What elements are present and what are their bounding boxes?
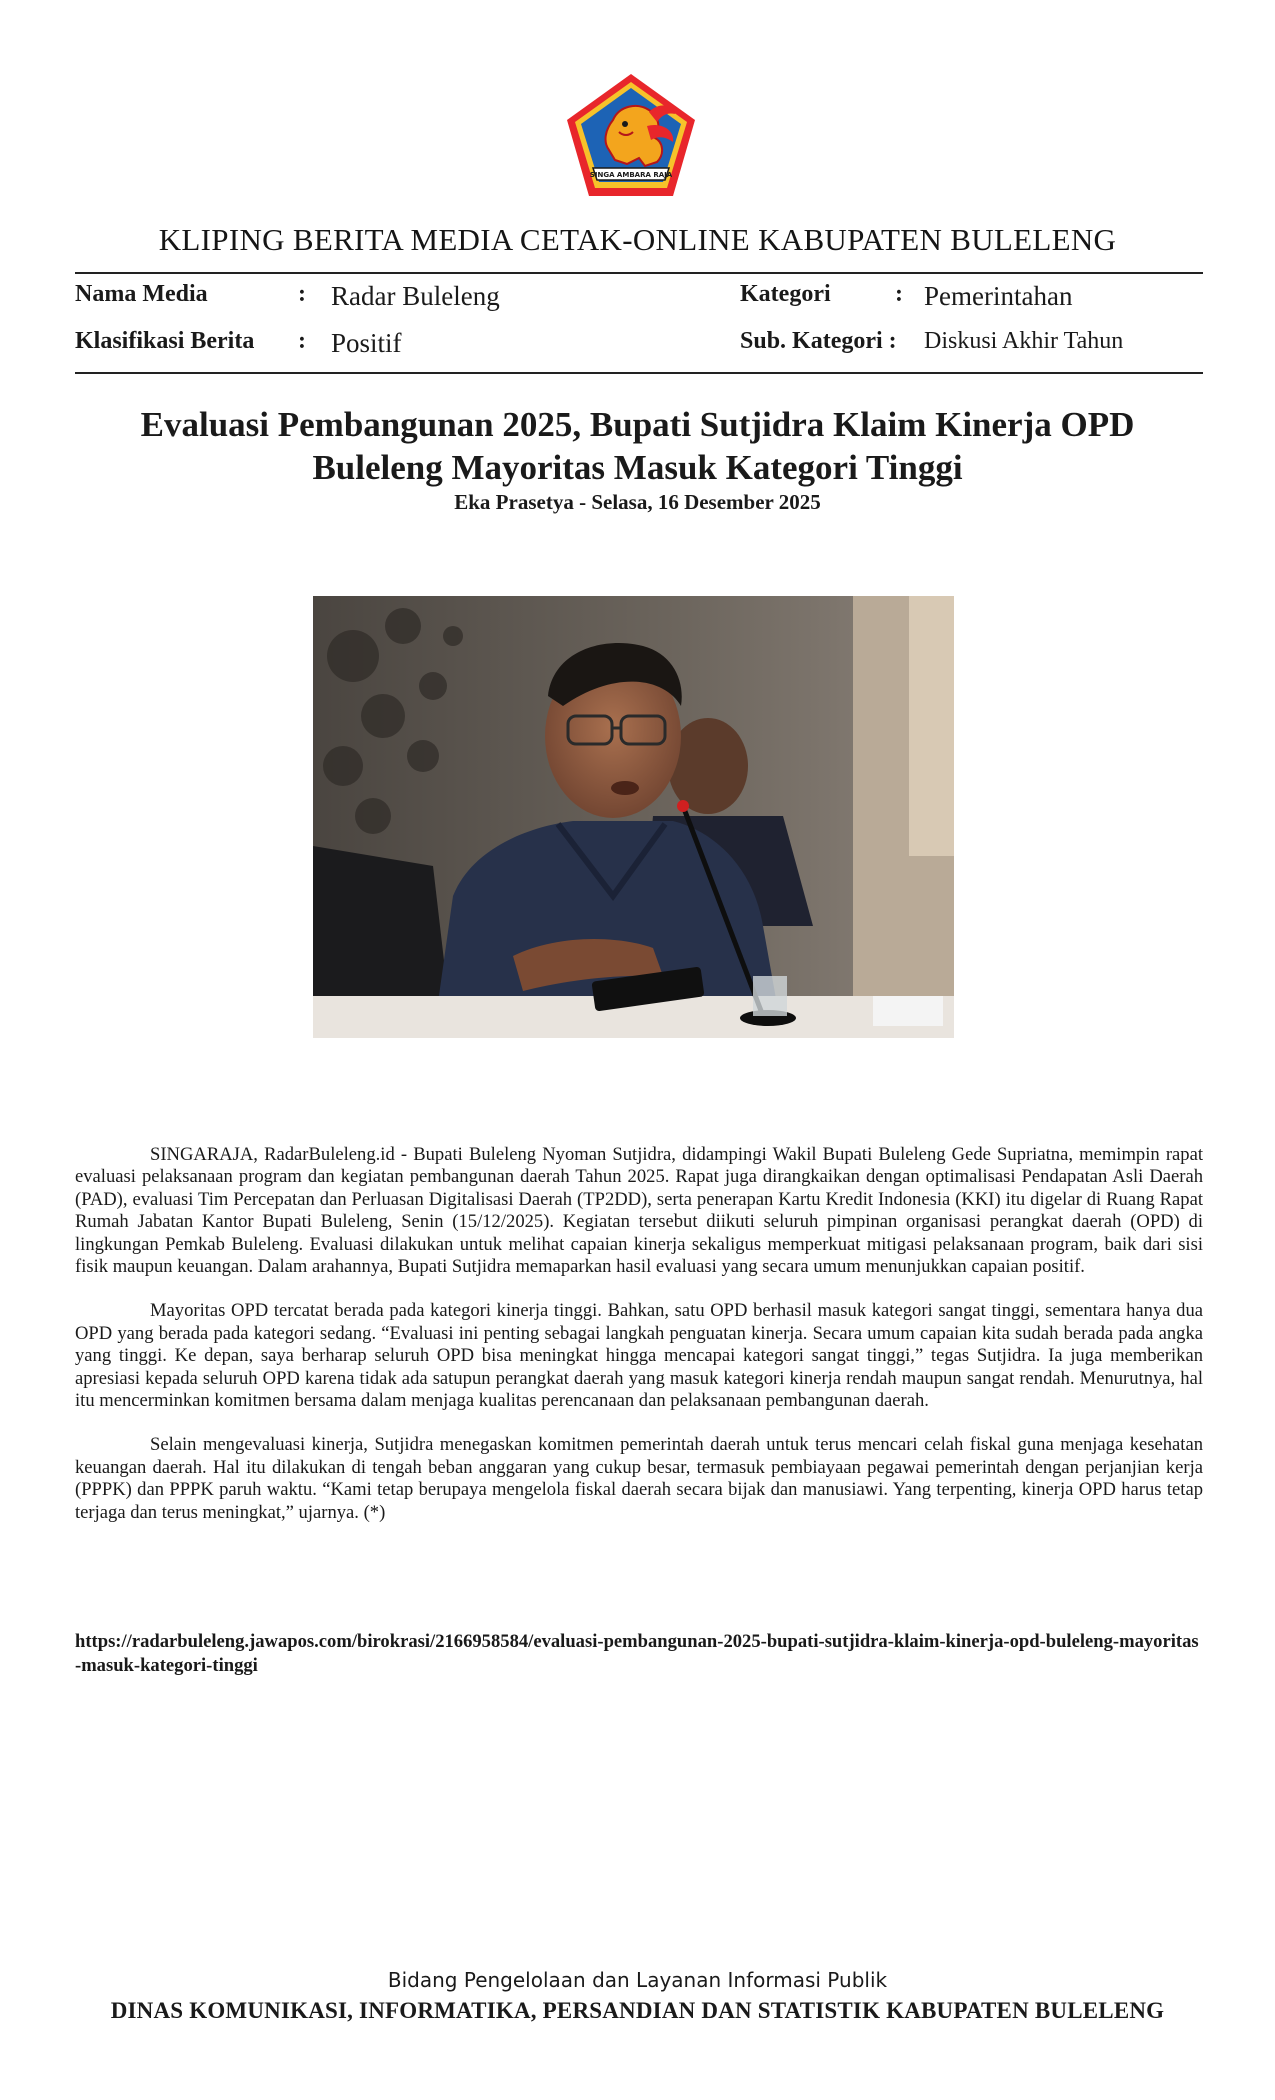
source-url-link[interactable]: https://radarbuleleng.jawapos.com/birokrasi/2166958584/evaluasi-pembangunan-2025-bupati-sutjidra-klaim-kinerja-opd-buleleng-mayoritas-masuk-kategori-tinggi: [75, 1631, 1199, 1676]
article-paragraph-3: Selain mengevaluasi kinerja, Sutjidra menegaskan komitmen pemerintah daerah untuk terus mencari celah fiskal guna menjaga kesehatan keuangan daerah. Hal itu dilakukan di tengah beban anggaran yang cukup besar, termasuk pembiayaan pegawai pemerintah dengan perjanjian kerja (PPPK) dan PPPK paruh waktu. “Kami tetap berupaya mengelola fiskal daerah secara bijak dan manusiawi. Yang terpenting, kinerja OPD harus tetap terjaga dan terus meningkat,” ujarnya. (*): [75, 1434, 1203, 1523]
singa-ambara-raja-emblem-icon: [563, 72, 699, 200]
footer-agency: DINAS KOMUNIKASI, INFORMATIKA, PERSANDIAN DAN STATISTIK KABUPATEN BULELENG: [110, 1998, 1165, 2023]
kategori-value: Pemerintahan: [924, 281, 1073, 311]
kategori-label: Kategori: [740, 281, 831, 307]
article-paragraph-1: SINGARAJA, RadarBuleleng.id - Bupati Buleleng Nyoman Sutjidra, didampingi Wakil Bupati Buleleng Gede Supriatna, memimpin rapat evaluasi pelaksanaan program dan kegiatan pembangunan daerah Tahun 2025. Rapat juga dirangkaikan dengan optimalisasi Pendapatan Asli Daerah (PAD), evaluasi Tim Percepatan dan Perluasan Digitalisasi Daerah (TP2DD), serta penerapan Kartu Kredit Indonesia (KKI) itu digelar di Ruang Rapat Rumah Jabatan Kantor Bupati Buleleng, Senin (15/12/2025). Kegiatan tersebut diikuti seluruh pimpinan organisasi perangkat daerah (OPD) di lingkungan Pemkab Buleleng. Evaluasi dilakukan untuk melihat capaian kinerja sekaligus memperkuat mitigasi pelaksanaan program, baik dari sisi fisik maupun keuangan. Dalam arahannya, Bupati Sutjidra memaparkan hasil evaluasi yang secara umum menunjukkan capaian positif.: [75, 1144, 1203, 1278]
clipping-title: KLIPING BERITA MEDIA CETAK-ONLINE KABUPATEN BULELENG: [158, 222, 1117, 257]
article-photo: [313, 596, 954, 1038]
klasifikasi-label: Klasifikasi Berita: [75, 328, 255, 354]
media-value: Radar Buleleng: [331, 281, 500, 311]
subkategori-label: Sub. Kategori :: [740, 328, 897, 354]
article-paragraph-2: Mayoritas OPD tercatat berada pada kategori kinerja tinggi. Bahkan, satu OPD berhasil masuk kategori sangat tinggi, sementara hanya dua OPD yang berada pada kategori sedang. “Evaluasi ini penting sebagai langkah penguatan kinerja. Secara umum capaian kita sudah berada pada angka yang tinggi. Ke depan, saya berharap seluruh OPD bisa meningkat hingga mencapai kategori sangat tinggi,” tegas Sutjidra. Ia juga memberikan apresiasi kepada seluruh OPD karena tidak ada satupun perangkat daerah yang masuk kategori kinerja rendah maupun sangat rendah. Menurutnya, hal itu mencerminkan komitmen bersama dalam menjaga kualitas perencanaan dan pelaksanaan pembangunan daerah.: [75, 1300, 1203, 1412]
footer-unit: Bidang Pengelolaan dan Layanan Informasi Publik: [387, 1968, 888, 1992]
klasifikasi-value: Positif: [331, 328, 402, 358]
header-divider-bottom: [75, 372, 1203, 374]
logo-text: SINGA AMBARA RAJA: [589, 171, 673, 179]
kategori-colon: :: [895, 281, 903, 307]
article-body: [75, 1144, 1203, 1546]
article-headline: Evaluasi Pembangunan 2025, Bupati Sutjidra Klaim Kinerja OPD Buleleng Mayoritas Masuk Kategori Tinggi: [140, 405, 1135, 487]
subkategori-value: Diskusi Akhir Tahun: [924, 328, 1124, 354]
media-colon: :: [298, 281, 306, 307]
media-label: Nama Media: [75, 281, 208, 307]
klasifikasi-colon: :: [298, 328, 306, 354]
article-byline: Eka Prasetya - Selasa, 16 Desember 2025: [454, 490, 821, 514]
header-divider-top: [75, 272, 1203, 274]
